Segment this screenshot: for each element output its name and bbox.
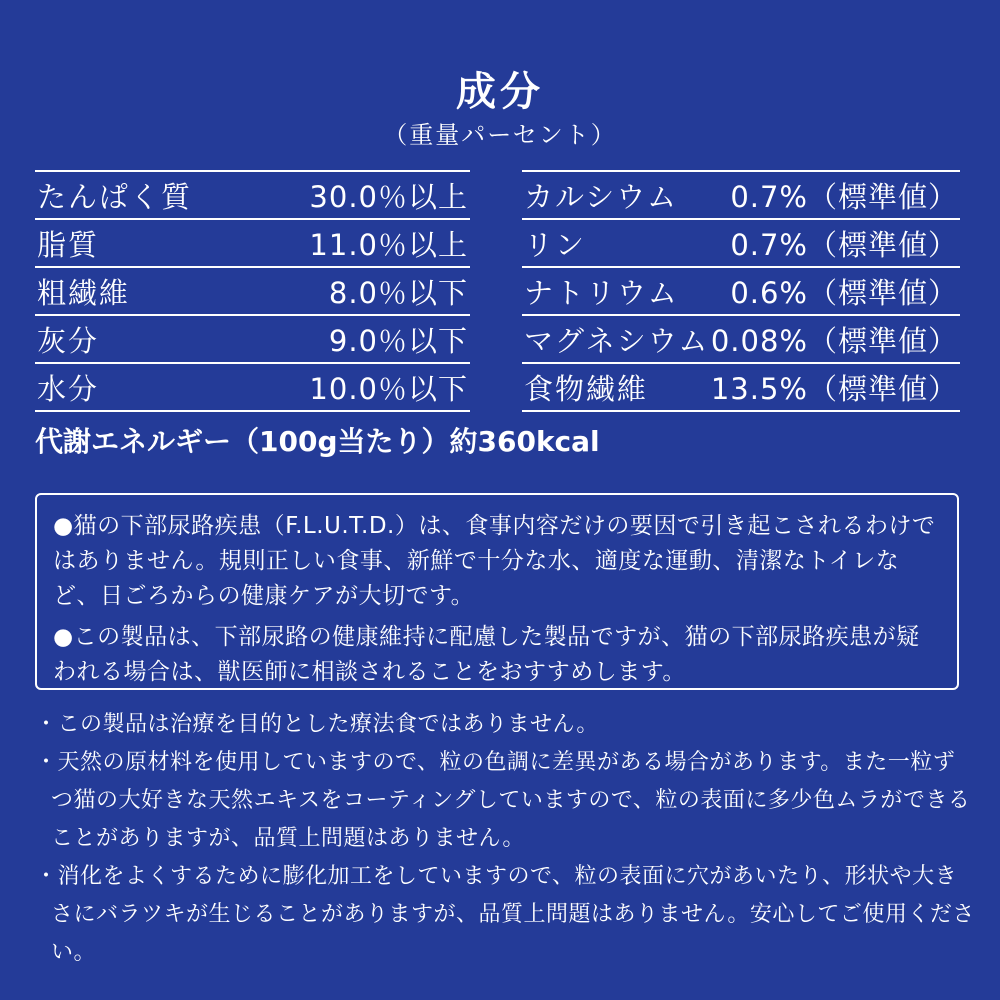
nutrient-name: 脂質 — [37, 227, 100, 262]
nutrient-value: 0.7%（標準値） — [730, 179, 958, 214]
nutrient-value: 0.08%（標準値） — [710, 323, 958, 358]
nutrient-name: たんぱく質 — [37, 179, 193, 214]
nutrient-name: カルシウム — [524, 179, 678, 214]
nutrient-table-left — [35, 170, 470, 412]
nutrient-value: 0.7%（標準値） — [730, 227, 958, 262]
nutrient-value: 10.0％以下 — [309, 371, 468, 406]
table-row — [522, 268, 960, 316]
product-notes — [35, 706, 975, 972]
table-row — [35, 364, 470, 412]
nutrient-value: 11.0％以上 — [309, 227, 468, 262]
table-row — [522, 316, 960, 364]
nutrient-name: 食物繊維 — [524, 371, 649, 406]
nutrient-name: ナトリウム — [524, 275, 679, 310]
product-note: ・この製品は治療を目的とした療法食ではありません。 — [35, 712, 599, 737]
nutrient-name: 灰分 — [37, 323, 100, 358]
nutrient-name: 水分 — [37, 371, 100, 406]
product-note: ・消化をよくするために膨化加工をしていますので、粒の表面に穴があいたり、形状や大きさにバラツキが生じることがありますが、品質上問題はありません。安心してご使用ください。 — [35, 864, 975, 965]
health-note: ●この製品は、下部尿路の健康維持に配慮した製品ですが、猫の下部尿路疾患が疑われる場合は、獣医師に相談されることをおすすめします。 — [53, 624, 920, 685]
nutrient-value: 30.0％以上 — [309, 179, 468, 214]
table-row — [35, 172, 470, 220]
nutrient-value: 8.0％以下 — [328, 275, 468, 310]
product-note: ・天然の原材料を使用していますので、粒の色調に差異がある場合があります。また一粒ずつ猫の大好きな天然エキスをコーティングしていますので、粒の表面に多少色ムラができることがありますが、品質上問題はありません。 — [35, 750, 971, 851]
table-row — [522, 220, 960, 268]
health-note-box — [35, 493, 959, 690]
table-row — [35, 268, 470, 316]
nutrient-name: リン — [524, 227, 587, 262]
table-row — [35, 316, 470, 364]
nutrient-value: 13.5%（標準値） — [710, 371, 958, 406]
nutrient-table-right — [522, 170, 960, 412]
table-row — [522, 364, 960, 412]
energy-statement: 代謝エネルギー（100g当たり）約360kcal — [35, 425, 600, 458]
page-title: 成分 — [456, 69, 544, 115]
table-row — [522, 172, 960, 220]
nutrient-name: マグネシウム — [524, 323, 710, 358]
nutrient-value: 0.6%（標準値） — [730, 275, 958, 310]
nutrient-name: 粗繊維 — [37, 275, 131, 310]
health-note: ●猫の下部尿路疾患（F.L.U.T.D.）は、食事内容だけの要因で引き起こされるわけではありません。規則正しい食事、新鮮で十分な水、適度な運動、清潔なトイレなど、日ごろからの健康ケアが大切です。 — [53, 513, 936, 609]
table-row — [35, 220, 470, 268]
page-subtitle: （重量パーセント） — [383, 121, 617, 149]
nutrient-value: 9.0％以下 — [328, 323, 468, 358]
